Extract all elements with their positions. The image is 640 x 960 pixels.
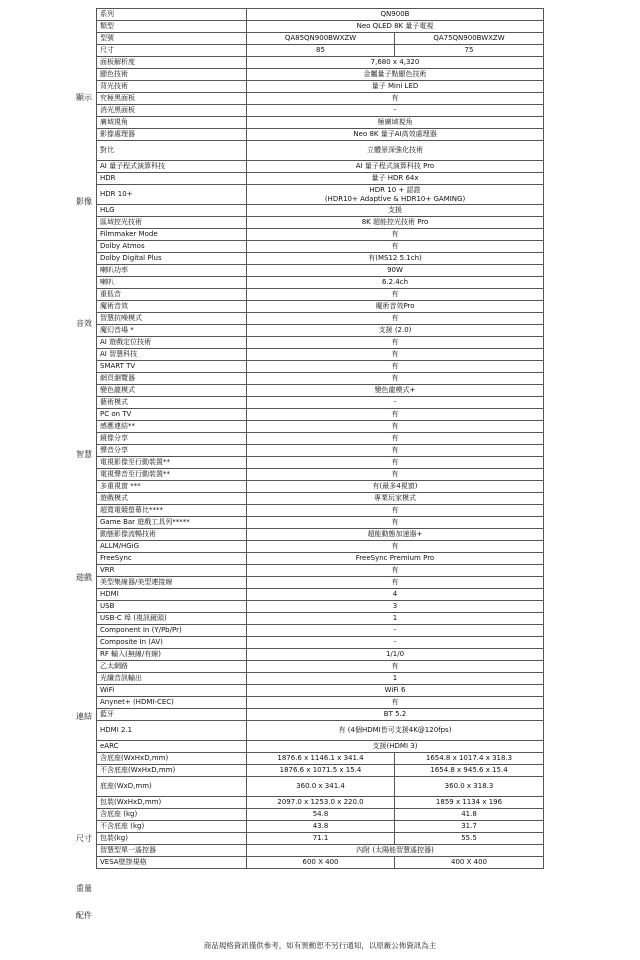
- spec-label: Dolby Digital Plus: [97, 253, 247, 265]
- spec-label: 電視影像至行動裝置**: [97, 457, 247, 469]
- spec-row: [97, 637, 544, 649]
- spec-label: AI 量子程式演算科技: [97, 161, 247, 173]
- group-label-accessory: 配件: [76, 911, 92, 920]
- spec-label: 感應連結**: [97, 421, 247, 433]
- spec-value: 極廣域視角: [247, 117, 544, 129]
- spec-label: 顯色技術: [97, 69, 247, 81]
- spec-label: 喇叭: [97, 277, 247, 289]
- spec-row: [97, 9, 544, 21]
- spec-value: FreeSync Premium Pro: [247, 553, 544, 565]
- spec-row: [97, 741, 544, 753]
- spec-row: [97, 385, 544, 397]
- spec-value: 有: [247, 661, 544, 673]
- spec-row: [97, 505, 544, 517]
- spec-value: 1: [247, 613, 544, 625]
- spec-label: 電視聲音至行動裝置**: [97, 469, 247, 481]
- spec-label: SMART TV: [97, 361, 247, 373]
- spec-value: 有: [247, 697, 544, 709]
- spec-label: 乙太網路: [97, 661, 247, 673]
- spec-label: 美型集線器/美型連接線: [97, 577, 247, 589]
- spec-label: 類型: [97, 21, 247, 33]
- spec-row: [97, 313, 544, 325]
- spec-row: [97, 69, 544, 81]
- spec-label: VESA壁掛規格: [97, 857, 247, 869]
- spec-value: 1/1/0: [247, 649, 544, 661]
- spec-label: AI 遊戲定位技術: [97, 337, 247, 349]
- spec-row: [97, 93, 544, 105]
- spec-value-85: QA85QN900BWXZW: [247, 33, 395, 45]
- spec-value-85: 2097.0 x 1253.0 x 220.0: [247, 797, 395, 809]
- spec-value: 有: [247, 577, 544, 589]
- spec-value-75: 360.0 x 318.3: [395, 777, 544, 797]
- spec-label: 影像處理器: [97, 129, 247, 141]
- group-label-smart: 智慧: [76, 450, 92, 459]
- spec-value-75: 1859 x 1134 x 196: [395, 797, 544, 809]
- spec-row: [97, 517, 544, 529]
- spec-row: [97, 673, 544, 685]
- spec-row: [97, 397, 544, 409]
- spec-row: [97, 613, 544, 625]
- spec-row: [97, 765, 544, 777]
- spec-row: [97, 265, 544, 277]
- spec-value: 有: [247, 229, 544, 241]
- spec-row: [97, 577, 544, 589]
- spec-value: 7,680 x 4,320: [247, 57, 544, 69]
- spec-label: 鏡像分享: [97, 433, 247, 445]
- spec-value: 有: [247, 241, 544, 253]
- spec-row: [97, 325, 544, 337]
- spec-row: [97, 809, 544, 821]
- spec-label: 重低音: [97, 289, 247, 301]
- spec-label: 智慧型單一遙控器: [97, 845, 247, 857]
- spec-row: [97, 433, 544, 445]
- spec-label: RF 輸入(無線/有線): [97, 649, 247, 661]
- spec-value-85: 54.8: [247, 809, 395, 821]
- spec-value: WiFi 6: [247, 685, 544, 697]
- spec-value-75: QA75QN900BWXZW: [395, 33, 544, 45]
- spec-value: 有(MS12 5.1ch): [247, 253, 544, 265]
- spec-value-85: 600 X 400: [247, 857, 395, 869]
- spec-label: 含底座(WxHxD,mm): [97, 753, 247, 765]
- spec-row: [97, 21, 544, 33]
- spec-row: [97, 777, 544, 797]
- spec-row: [97, 649, 544, 661]
- spec-label: 變色龍模式: [97, 385, 247, 397]
- spec-row: [97, 117, 544, 129]
- spec-label: 廣域視角: [97, 117, 247, 129]
- spec-row: [97, 589, 544, 601]
- spec-value-75: 41.8: [395, 809, 544, 821]
- spec-row: [97, 253, 544, 265]
- spec-row: [97, 685, 544, 697]
- spec-label: AI 智慧科技: [97, 349, 247, 361]
- spec-value: 有: [247, 433, 544, 445]
- spec-row: [97, 661, 544, 673]
- spec-label: ALLM/HGiG: [97, 541, 247, 553]
- spec-label: 不含底座 (kg): [97, 821, 247, 833]
- spec-value-line: (HDR10+ Adaptive & HDR10+ GAMING): [324, 194, 466, 203]
- spec-value: 有 (4個HDMI皆可支援4K@120fps): [247, 721, 544, 741]
- spec-value: QN900B: [247, 9, 544, 21]
- spec-value: 3: [247, 601, 544, 613]
- spec-value: 有: [247, 517, 544, 529]
- spec-label: Filmmaker Mode: [97, 229, 247, 241]
- spec-value: BT 5.2: [247, 709, 544, 721]
- spec-value: 6.2.4ch: [247, 277, 544, 289]
- spec-row: [97, 625, 544, 637]
- spec-value-75: 400 X 400: [395, 857, 544, 869]
- spec-row: [97, 421, 544, 433]
- spec-value: Neo 8K 量子AI高效處理器: [247, 129, 544, 141]
- spec-row: [97, 601, 544, 613]
- spec-label: 光纖音訊輸出: [97, 673, 247, 685]
- spec-row: [97, 129, 544, 141]
- spec-value: 有: [247, 445, 544, 457]
- spec-value: 變色龍模式+: [247, 385, 544, 397]
- spec-value: 有: [247, 361, 544, 373]
- spec-label: 系列: [97, 9, 247, 21]
- spec-row: [97, 349, 544, 361]
- spec-value: 支援 (2.0): [247, 325, 544, 337]
- spec-value: -: [247, 637, 544, 649]
- spec-value-85: 71.1: [247, 833, 395, 845]
- spec-label: WiFi: [97, 685, 247, 697]
- spec-row: [97, 845, 544, 857]
- spec-value: 有: [247, 421, 544, 433]
- spec-value: 有: [247, 565, 544, 577]
- spec-label: 包裝(WxHxD,mm): [97, 797, 247, 809]
- spec-label: 藍牙: [97, 709, 247, 721]
- spec-row: [97, 173, 544, 185]
- spec-value: 支援(HDMI 3): [247, 741, 544, 753]
- spec-row: [97, 289, 544, 301]
- spec-value: 有: [247, 541, 544, 553]
- spec-label: Component In (Y/Pb/Pr): [97, 625, 247, 637]
- spec-label: Game Bar 遊戲工具列*****: [97, 517, 247, 529]
- spec-row: [97, 185, 544, 205]
- spec-row: [97, 481, 544, 493]
- spec-row: [97, 33, 544, 45]
- spec-label: 包裝(kg): [97, 833, 247, 845]
- spec-value-85: 1876.6 x 1071.5 x 15.4: [247, 765, 395, 777]
- spec-label: 聲音分享: [97, 445, 247, 457]
- group-label-display: 顯示: [76, 93, 92, 102]
- spec-row: [97, 821, 544, 833]
- spec-value-85: 1876.6 x 1146.1 x 341.4: [247, 753, 395, 765]
- spec-label: 不含底座(WxHxD,mm): [97, 765, 247, 777]
- spec-label: FreeSync: [97, 553, 247, 565]
- spec-value: 量子 Mini LED: [247, 81, 544, 93]
- spec-value: -: [247, 625, 544, 637]
- spec-row: [97, 565, 544, 577]
- spec-label: HDMI: [97, 589, 247, 601]
- spec-value: 內附 (太陽能智慧遙控器): [247, 845, 544, 857]
- spec-value-85: 85: [247, 45, 395, 57]
- spec-row: [97, 529, 544, 541]
- spec-row: [97, 833, 544, 845]
- spec-label: 魔術音效: [97, 301, 247, 313]
- spec-row: [97, 141, 544, 161]
- spec-row: [97, 709, 544, 721]
- group-label-picture: 影像: [76, 197, 92, 206]
- spec-label: 動態影像流暢技術: [97, 529, 247, 541]
- spec-label: HDR: [97, 173, 247, 185]
- spec-label: 究極黑面板: [97, 93, 247, 105]
- spec-row: [97, 229, 544, 241]
- spec-label: VRR: [97, 565, 247, 577]
- spec-value-line: HDR 10 + 認證: [369, 186, 421, 195]
- spec-label: eARC: [97, 741, 247, 753]
- spec-label: 超寬電競螢幕比****: [97, 505, 247, 517]
- spec-row: [97, 721, 544, 741]
- spec-row: [97, 81, 544, 93]
- spec-label: HDR 10+: [97, 185, 247, 205]
- group-label-connectivity: 連結: [76, 712, 92, 721]
- spec-value: 專業玩家模式: [247, 493, 544, 505]
- spec-row: [97, 445, 544, 457]
- spec-value: 量子 HDR 64x: [247, 173, 544, 185]
- spec-row: [97, 161, 544, 173]
- spec-value: 1: [247, 673, 544, 685]
- spec-label: 藝術模式: [97, 397, 247, 409]
- spec-value-75: 31.7: [395, 821, 544, 833]
- spec-row: [97, 753, 544, 765]
- spec-row: [97, 217, 544, 229]
- group-label-weight: 重量: [76, 884, 92, 893]
- spec-value-85: 43.8: [247, 821, 395, 833]
- spec-value: 支援: [247, 205, 544, 217]
- spec-label: USB: [97, 601, 247, 613]
- spec-label: Dolby Atmos: [97, 241, 247, 253]
- spec-row: [97, 373, 544, 385]
- spec-value: 超能動態加速器+: [247, 529, 544, 541]
- spec-row: [97, 541, 544, 553]
- spec-row: [97, 105, 544, 117]
- spec-row: [97, 337, 544, 349]
- spec-label: 遊戲模式: [97, 493, 247, 505]
- spec-row: [97, 361, 544, 373]
- spec-row: [97, 493, 544, 505]
- spec-value-75: 1654.8 x 1017.4 x 318.3: [395, 753, 544, 765]
- spec-value: 有: [247, 457, 544, 469]
- spec-row: [97, 205, 544, 217]
- spec-row: [97, 697, 544, 709]
- spec-row: [97, 301, 544, 313]
- spec-row: [97, 409, 544, 421]
- spec-value-85: 360.0 x 341.4: [247, 777, 395, 797]
- spec-value: 金屬量子點顯色技術: [247, 69, 544, 81]
- spec-label: Composite In (AV): [97, 637, 247, 649]
- spec-value: 立體景深強化技術: [247, 141, 544, 161]
- spec-label: 對比: [97, 141, 247, 161]
- spec-row: [97, 45, 544, 57]
- spec-value: 有: [247, 289, 544, 301]
- spec-value: 有: [247, 409, 544, 421]
- spec-value: 有: [247, 337, 544, 349]
- spec-label: 智慧抗噪模式: [97, 313, 247, 325]
- spec-label: PC on TV: [97, 409, 247, 421]
- spec-label: 喇叭功率: [97, 265, 247, 277]
- spec-value: AI 量子程式演算科技 Pro: [247, 161, 544, 173]
- spec-label: 尺寸: [97, 45, 247, 57]
- spec-table: [96, 8, 544, 869]
- spec-value: 有(最多4視窗): [247, 481, 544, 493]
- spec-row: [97, 241, 544, 253]
- spec-value: -: [247, 397, 544, 409]
- footnote: 商品規格資訊僅供參考，如有異動恕不另行通知，以原廠公佈資訊為主: [203, 941, 437, 950]
- spec-label: USB-C 埠 (視訊鏡頭): [97, 613, 247, 625]
- spec-row: [97, 457, 544, 469]
- spec-label: 型號: [97, 33, 247, 45]
- spec-value: 有: [247, 349, 544, 361]
- spec-value: 有: [247, 313, 544, 325]
- spec-label: 含底座 (kg): [97, 809, 247, 821]
- spec-label: 區域控光技術: [97, 217, 247, 229]
- spec-value: 魔術音效Pro: [247, 301, 544, 313]
- spec-value-75: 75: [395, 45, 544, 57]
- spec-value: 90W: [247, 265, 544, 277]
- spec-value-75: 1654.8 x 945.6 x 15.4: [395, 765, 544, 777]
- spec-value: 有: [247, 93, 544, 105]
- spec-label: 背光技術: [97, 81, 247, 93]
- spec-value: 有: [247, 469, 544, 481]
- spec-row: [97, 553, 544, 565]
- spec-value: 有: [247, 505, 544, 517]
- spec-row: [97, 797, 544, 809]
- spec-value: Neo QLED 8K 量子電視: [247, 21, 544, 33]
- group-label-dimension: 尺寸: [76, 834, 92, 843]
- spec-value: -: [247, 105, 544, 117]
- spec-value: 4: [247, 589, 544, 601]
- group-label-gaming: 遊戲: [76, 573, 92, 582]
- group-label-audio: 音效: [76, 319, 92, 328]
- spec-value: 8K 超能控光技術 Pro: [247, 217, 544, 229]
- spec-label: HLG: [97, 205, 247, 217]
- spec-label: 多重視窗 ***: [97, 481, 247, 493]
- spec-row: [97, 277, 544, 289]
- spec-label: 魔幻音場 *: [97, 325, 247, 337]
- spec-label: Anynet+ (HDMI-CEC): [97, 697, 247, 709]
- spec-row: [97, 57, 544, 69]
- spec-label: 面板解析度: [97, 57, 247, 69]
- spec-label: 網頁瀏覽器: [97, 373, 247, 385]
- spec-row: [97, 469, 544, 481]
- spec-row: [97, 857, 544, 869]
- spec-value: 有: [247, 373, 544, 385]
- spec-label: HDMI 2.1: [97, 721, 247, 741]
- spec-label: 消光黑面板: [97, 105, 247, 117]
- spec-value: [247, 185, 544, 205]
- spec-value-75: 55.5: [395, 833, 544, 845]
- spec-label: 底座(WxD,mm): [97, 777, 247, 797]
